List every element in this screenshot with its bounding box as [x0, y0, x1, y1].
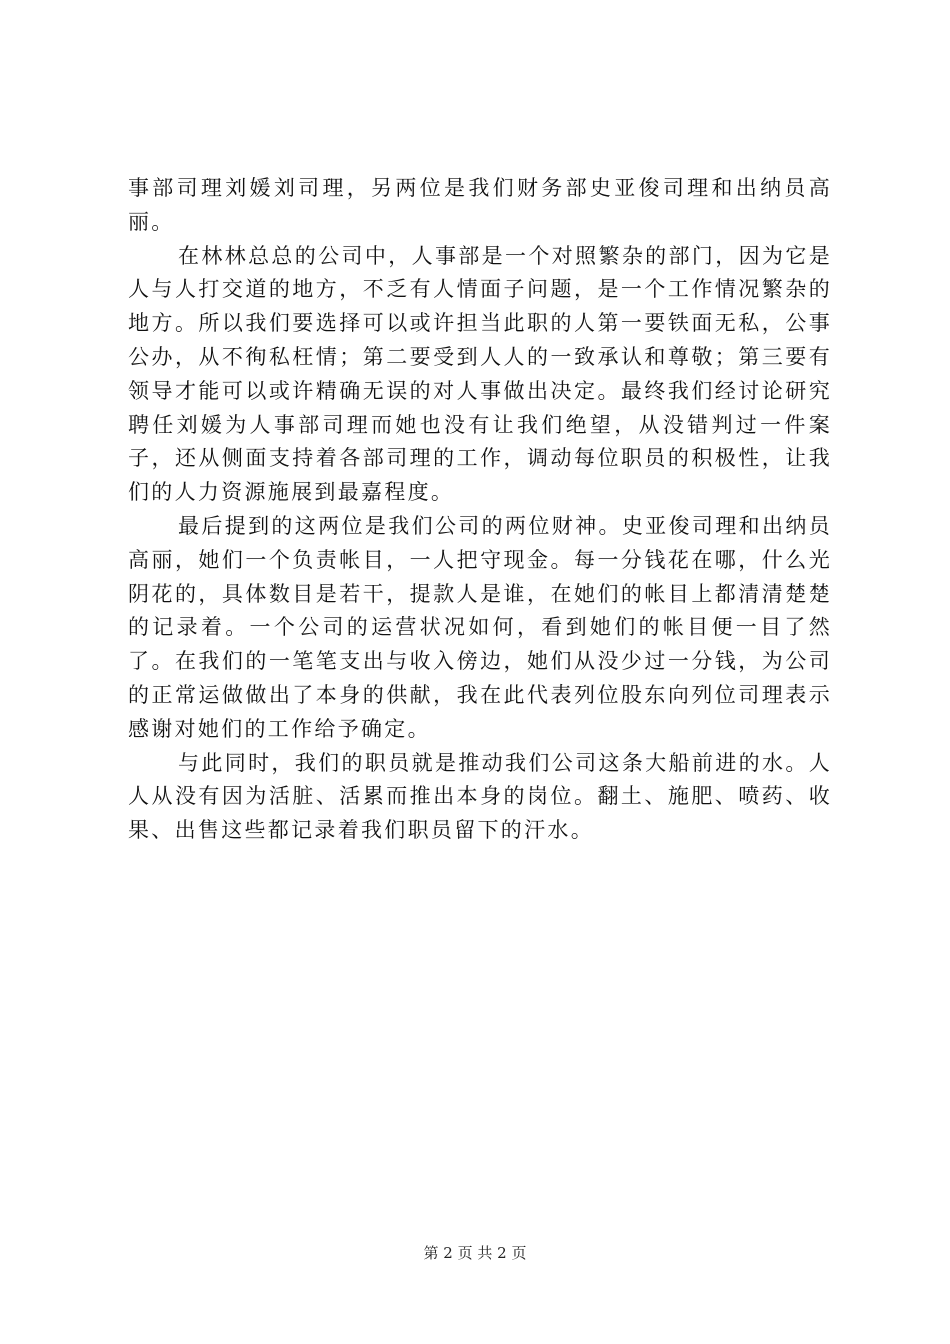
paragraph-3: 最后提到的这两位是我们公司的两位财神。史亚俊司理和出纳员高丽，她们一个负责帐目，一人把守现金。每一分钱花在哪，什么光阴花的，具体数目是若干，提款人是谁，在她们的帐目上都清清楚楚的记录着。一个公司的运营状况如何，看到她们的帐目便一目了然了。在我们的一笔笔支出与收入傍边，她们从没少过一分钱，为公司的正常运做做出了本身的供献，我在此代表列位股东向列位司理表示感谢对她们的工作给予确定。: [128, 513, 832, 741]
paragraph-4: 与此同时，我们的职员就是推动我们公司这条大船前进的水。人人从没有因为活脏、活累而推出本身的岗位。翻土、施肥、喷药、收果、出售这些都记录着我们职员留下的汗水。: [128, 750, 832, 843]
paragraph-1: 事部司理刘媛刘司理，另两位是我们财务部史亚俊司理和出纳员高丽。: [128, 176, 832, 234]
document-body: [128, 172, 832, 848]
page-number-footer: 第 2 页 共 2 页: [423, 1244, 527, 1262]
paragraph-2: 在林林总总的公司中，人事部是一个对照繁杂的部门，因为它是人与人打交道的地方，不乏有人情面子问题，是一个工作情况繁杂的地方。所以我们要选择可以或许担当此职的人第一要铁面无私，公事公办，从不徇私枉情；第二要受到人人的一致承认和尊敬；第三要有领导才能可以或许精确无误的对人事做出决定。最终我们经讨论研究聘任刘媛为人事部司理而她也没有让我们绝望，从没错判过一件案子，还从侧面支持着各部司理的工作，调动每位职员的积极性，让我们的人力资源施展到最嘉程度。: [128, 243, 832, 505]
